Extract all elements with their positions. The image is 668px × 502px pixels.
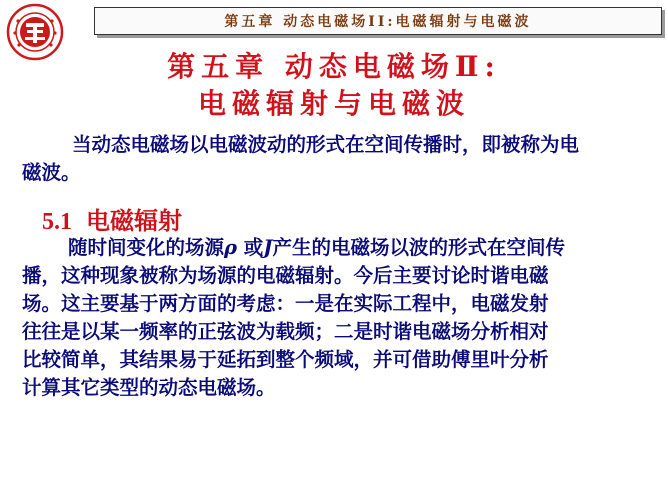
chapter-header-text: 第五章 动态电磁场II:电磁辐射与电磁波: [224, 14, 532, 30]
current-density-symbol: J: [263, 236, 273, 259]
body-line: 播，这种现象被称为场源的电磁辐射。今后主要讨论时谐电磁: [22, 264, 549, 287]
intro-line: 当动态电磁场以电磁波动的形式在空间传播时，即被称为电: [72, 133, 580, 156]
chapter-header: [94, 7, 662, 35]
body-line: 比较简单，其结果易于延拓到整个频域，并可借助傅里叶分析: [22, 348, 549, 371]
section-title: 电磁辐射: [86, 206, 182, 235]
intro-line: 磁波。: [22, 161, 81, 184]
body-line: [22, 234, 662, 262]
body-text: 产生的电磁场以波的形式在空间传: [272, 236, 566, 259]
body-line: 往往是以某一频率的正弦波为载频；二是时谐电磁场分析相对: [22, 320, 549, 343]
intro-paragraph: [22, 131, 658, 187]
body-text: 随时间变化的场源: [68, 236, 225, 259]
body-line: 计算其它类型的动态电磁场。: [22, 376, 276, 399]
section-heading: [42, 201, 182, 236]
rho-symbol: ρ: [224, 236, 237, 259]
body-paragraph: [22, 234, 662, 402]
section-number: 5.1: [42, 209, 72, 235]
body-line: 场。这主要基于两方面的考虑：一是在实际工程中，电磁发射: [22, 292, 549, 315]
slide-title-line-2: 电磁辐射与电磁波: [197, 87, 470, 120]
body-text: 或: [236, 236, 264, 259]
slide-title-line-1: 第五章 动态电磁场Ⅱ:: [167, 50, 501, 83]
